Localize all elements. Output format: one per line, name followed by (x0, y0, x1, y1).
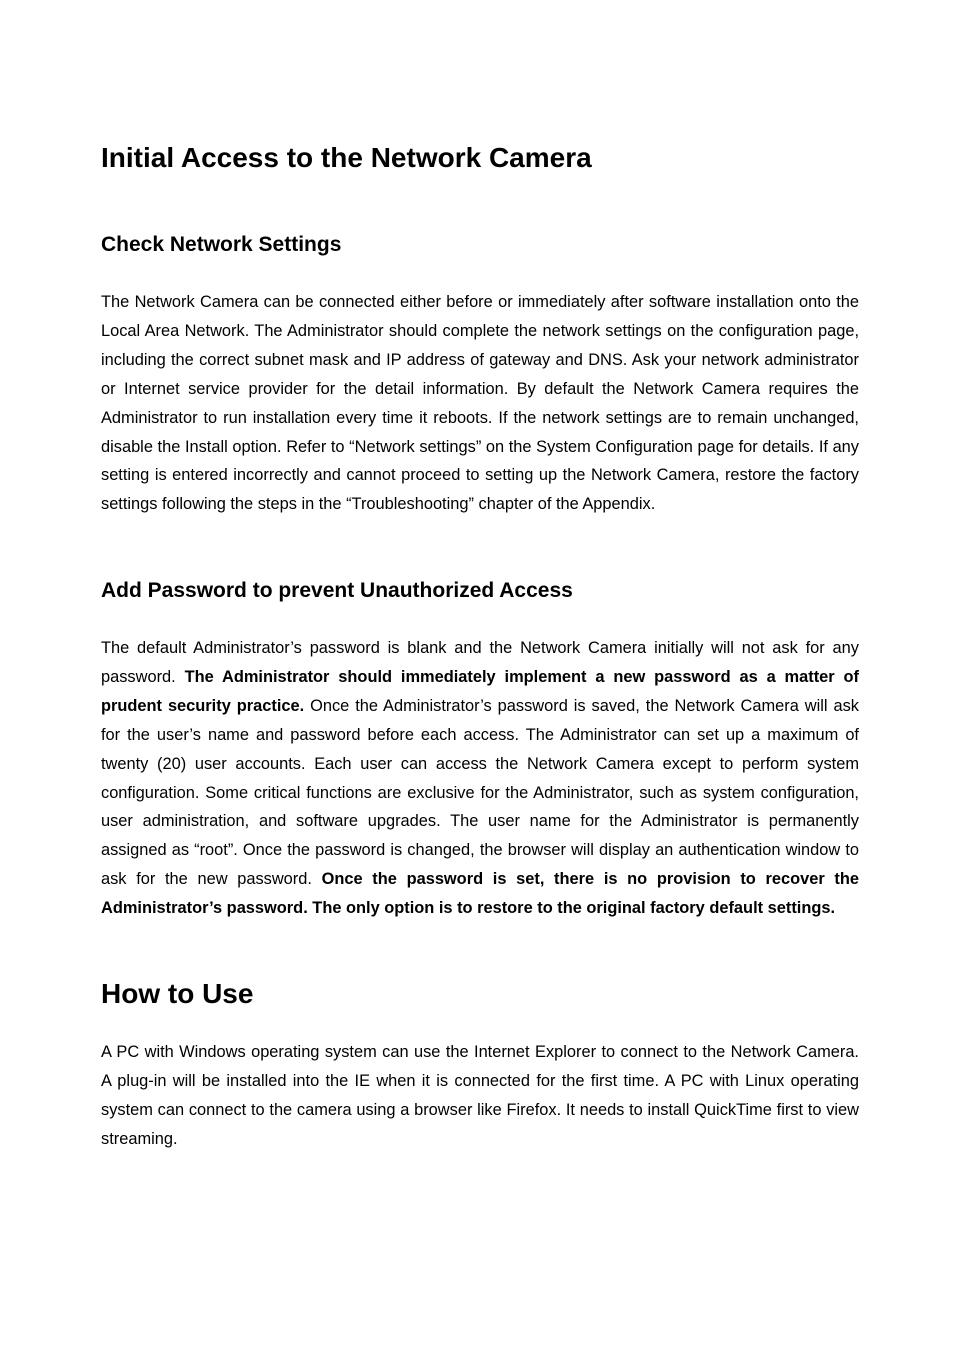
password-warning-bold-2: Once the password is set, there is no provision to recover the Administrator’s password. The only option is to restore to the original factory default settings. (101, 870, 859, 918)
paragraph-how-to-use: A PC with Windows operating system can use the Internet Explorer to connect to the Network Camera. A plug-in will be installed into the IE when it is connected for the first time. A PC with Linux operating system can connect to the camera using a browser like Firefox. It needs to install QuickTime first to view streaming. (101, 1043, 859, 1148)
password-warning-bold-1: The Administrator should immediately implement a new password as a matter of prudent security practice. (101, 667, 859, 715)
paragraph-check-network-settings: The Network Camera can be connected either before or immediately after software installation onto the Local Area Network. The Administrator should complete the network settings on the configuration page, including the correct subnet mask and IP address of gateway and DNS. Ask your network administrator or Internet service provider for the detail information. By default the Network Camera requires the Administrator to run installation every time it reboots. If the network settings are to remain unchanged, disable the Install option. Refer to “Network settings” on the System Configuration page for details. If any setting is entered incorrectly and cannot proceed to setting up the Network Camera, restore the factory settings following the steps in the “Troubleshooting” chapter of the Appendix. (101, 293, 859, 514)
password-text-part-1: The default Administrator’s password is blank and the Network Camera initially will not ask for any password. (101, 639, 859, 686)
section-title-how-to-use: How to Use (101, 978, 254, 1009)
password-text-part-2: Once the Administrator’s password is saved, the Network Camera will ask for the user’s name and password before each access. The Administrator can set up a maximum of twenty (20) user accounts. Each user can access the Network Camera except to perform system configuration. Some critical functions are exclusive for the Administrator, such as system configuration, user administration, and software upgrades. The user name for the Administrator is permanently assigned as “root”. Once the password is changed, the browser will display an authentication window to ask for the new password. (101, 696, 859, 889)
section-heading-check-network-settings: Check Network Settings (101, 233, 342, 256)
page-title: Initial Access to the Network Camera (101, 142, 592, 173)
section-heading-add-password: Add Password to prevent Unauthorized Access (101, 579, 573, 602)
paragraph-add-password (101, 634, 859, 923)
